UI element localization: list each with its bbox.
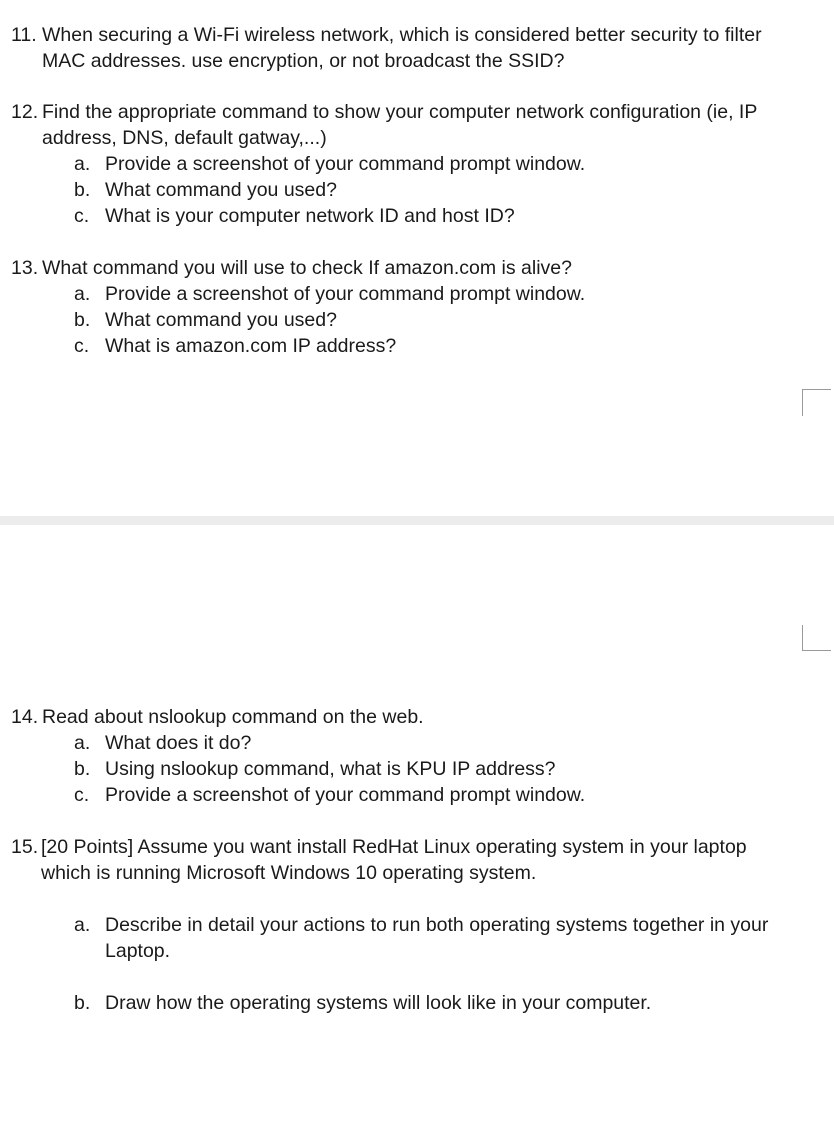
spacer: [11, 886, 811, 912]
subitem-text: Provide a screenshot of your command prompt window.: [105, 283, 586, 305]
subitem-text: Describe in detail your actions to run both operating systems together in your Laptop.: [105, 914, 769, 962]
question-13-line: [11, 255, 811, 281]
subitem-letter: a.: [74, 153, 91, 175]
subitem-14b: [11, 756, 811, 782]
subitem-text: What does it do?: [105, 732, 252, 754]
question-15-line: [11, 834, 811, 886]
question-number: 11.: [11, 24, 37, 46]
question-11: [11, 22, 811, 74]
question-13: [11, 255, 811, 359]
question-15: [11, 834, 811, 1016]
question-text: What command you will use to check If amazon.com is alive?: [42, 257, 572, 279]
question-number: 14.: [11, 706, 39, 728]
page-corner-mark-top: [802, 389, 831, 416]
subitem-text: What command you used?: [105, 179, 337, 201]
subitem-13c: [11, 333, 811, 359]
subitem-letter: b.: [74, 758, 91, 780]
subitem-text: What is your computer network ID and host ID?: [105, 205, 515, 227]
subitem-text: Provide a screenshot of your command prompt window.: [105, 784, 586, 806]
question-12: [11, 99, 811, 229]
question-number: 15.: [11, 836, 39, 858]
page-break: [0, 516, 834, 525]
subitem-text: Using nslookup command, what is KPU IP address?: [105, 758, 556, 780]
question-text: Read about nslookup command on the web.: [42, 706, 424, 728]
subitem-13a: [11, 281, 811, 307]
subitem-letter: c.: [74, 784, 90, 806]
subitem-text: What command you used?: [105, 309, 337, 331]
question-number: 13.: [11, 257, 39, 279]
subitem-letter: c.: [74, 335, 90, 357]
question-text: [20 Points] Assume you want install RedHat Linux operating system in your laptop which is running Microsoft Windows 10 operating system.: [41, 836, 747, 884]
subitem-letter: b.: [74, 179, 91, 201]
subitem-letter: a.: [74, 283, 91, 305]
question-12-line: [11, 99, 811, 151]
question-text: Find the appropriate command to show your computer network configuration (ie, IP address, DNS, default gatway,...): [42, 101, 758, 149]
subitem-15b: [11, 990, 811, 1016]
subitem-text: What is amazon.com IP address?: [105, 335, 397, 357]
question-14-line: [11, 704, 811, 730]
question-text: When securing a Wi-Fi wireless network, which is considered better security to filter MAC addresses. use encryption, or not broadcast the SSID?: [42, 24, 762, 72]
subitem-letter: b.: [74, 992, 91, 1014]
subitem-12a: [11, 151, 811, 177]
spacer: [11, 964, 811, 990]
subitem-letter: b.: [74, 309, 91, 331]
question-14: [11, 704, 811, 808]
subitem-text: Provide a screenshot of your command prompt window.: [105, 153, 586, 175]
question-11-line: [11, 22, 811, 74]
subitem-12c: [11, 203, 811, 229]
subitem-14c: [11, 782, 811, 808]
subitem-letter: c.: [74, 205, 90, 227]
page-corner-mark-bottom: [802, 625, 831, 651]
question-number: 12.: [11, 101, 39, 123]
subitem-13b: [11, 307, 811, 333]
subitem-15a: [11, 912, 811, 964]
subitem-12b: [11, 177, 811, 203]
subitem-letter: a.: [74, 914, 91, 936]
subitem-text: Draw how the operating systems will look like in your computer.: [105, 992, 652, 1014]
subitem-letter: a.: [74, 732, 91, 754]
subitem-14a: [11, 730, 811, 756]
